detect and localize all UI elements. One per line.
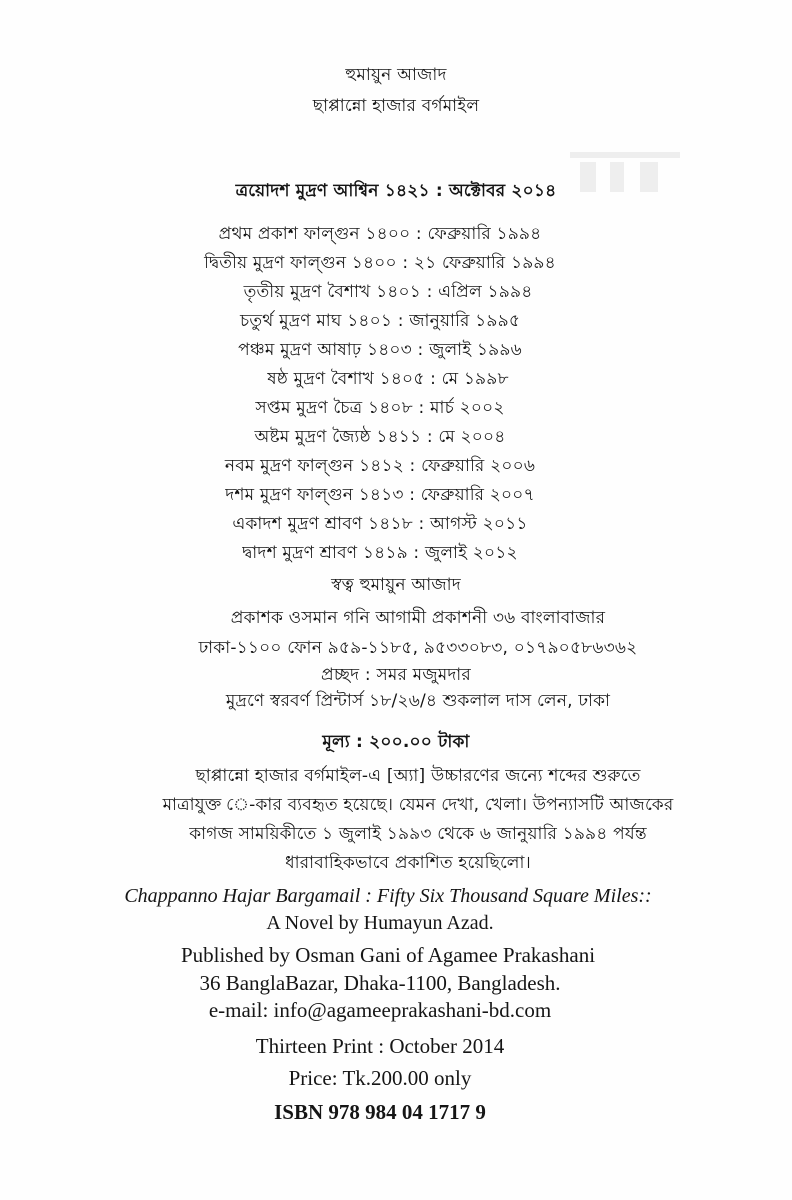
print-history-12: দ্বাদশ মুদ্রণ শ্রাবণ ১৪১৯ : জুলাই ২০১২	[242, 543, 518, 563]
english-print: Thirteen Print : October 2014	[255, 1034, 505, 1058]
note-line-1: ছাপ্পান্নো হাজার বর্গমাইল-এ [অ্যা] উচ্চারণের জন্যে শব্দের শুরুতে	[195, 766, 641, 786]
price-bengali: মূল্য : ২০০.০০ টাকা	[322, 732, 470, 752]
print-history-1: প্রথম প্রকাশ ফাল্গুন ১৪০০ : ফেব্রুয়ারি ১৯৯৪	[218, 224, 542, 244]
print-history-8: অষ্টম মুদ্রণ জ্যৈষ্ঠ ১৪১১ : মে ২০০৪	[254, 427, 506, 447]
note-line-2: মাত্রাযুক্ত ে-কার ব্যবহৃত হয়েছে। যেমন দেখা, খেলা। উপন্যাসটি আজকের	[162, 795, 674, 815]
author-name: হুমায়ুন আজাদ	[345, 65, 447, 85]
book-title: ছাপ্পান্নো হাজার বর্গমাইল	[312, 96, 480, 116]
print-history-3: তৃতীয় মুদ্রণ বৈশাখ ১৪০১ : এপ্রিল ১৯৯৪	[243, 282, 533, 302]
note-line-3: কাগজ সাময়িকীতে ১ জুলাই ১৯৯৩ থেকে ৬ জানুয়ারি ১৯৯৪ পর্যন্ত	[189, 824, 647, 844]
english-novel-by: A Novel by Humayun Azad.	[266, 912, 494, 934]
isbn-line: ISBN 978 984 04 1717 9	[274, 1100, 486, 1124]
english-published-by: Published by Osman Gani of Agamee Prakashani	[180, 943, 596, 967]
english-title-line: Chappanno Hajar Bargamail : Fifty Six Thousand Square Miles::	[124, 885, 652, 907]
print-history-6: ষষ্ঠ মুদ্রণ বৈশাখ ১৪০৫ : মে ১৯৯৮	[267, 369, 509, 389]
printer-line: মুদ্রণে স্বরবর্ণ প্রিন্টার্স ১৮/২৬/৪ শুকলাল দাস লেন, ঢাকা	[225, 691, 611, 711]
english-price: Price: Tk.200.00 only	[288, 1066, 472, 1090]
note-line-4: ধারাবাহিকভাবে প্রকাশিত হয়েছিলো।	[285, 853, 531, 873]
print-history-4: চতুর্থ মুদ্রণ মাঘ ১৪০১ : জানুয়ারি ১৯৯৫	[239, 311, 521, 331]
publisher-line-1: প্রকাশক ওসমান গনি আগামী প্রকাশনী ৩৬ বাংলাবাজার	[230, 608, 606, 628]
print-history-9: নবম মুদ্রণ ফাল্গুন ১৪১২ : ফেব্রুয়ারি ২০০৬	[224, 456, 536, 476]
print-history-2: দ্বিতীয় মুদ্রণ ফাল্গুন ১৪০০ : ২১ ফেব্রুয়ারি ১৯৯৪	[204, 253, 556, 273]
english-address: 36 BanglaBazar, Dhaka-1100, Bangladesh.	[199, 971, 561, 995]
print-history-10: দশম মুদ্রণ ফাল্গুন ১৪১৩ : ফেব্রুয়ারি ২০০৭	[225, 485, 535, 505]
print-history-7: সপ্তম মুদ্রণ চৈত্র ১৪০৮ : মার্চ ২০০২	[255, 398, 505, 418]
cover-designer: প্রচ্ছদ : সমর মজুমদার	[321, 665, 471, 685]
print-history-11: একাদশ মুদ্রণ শ্রাবণ ১৪১৮ : আগস্ট ২০১১	[232, 514, 528, 534]
current-print-line: ত্রয়োদশ মুদ্রণ আশ্বিন ১৪২১ : অক্টোবর ২০১৪	[235, 181, 557, 201]
print-history-5: পঞ্চম মুদ্রণ আষাঢ় ১৪০৩ : জুলাই ১৯৯৬	[238, 340, 522, 360]
english-email: e-mail: info@agameeprakashani-bd.com	[208, 998, 552, 1022]
publisher-line-2: ঢাকা-১১০০ ফোন ৯৫৯-১১৮৫, ৯৫৩৩০৮৩, ০১৭৯০৫৮৬৩৬২	[198, 638, 638, 658]
copyright-line: স্বত্ব হুমায়ুন আজাদ	[331, 575, 461, 595]
